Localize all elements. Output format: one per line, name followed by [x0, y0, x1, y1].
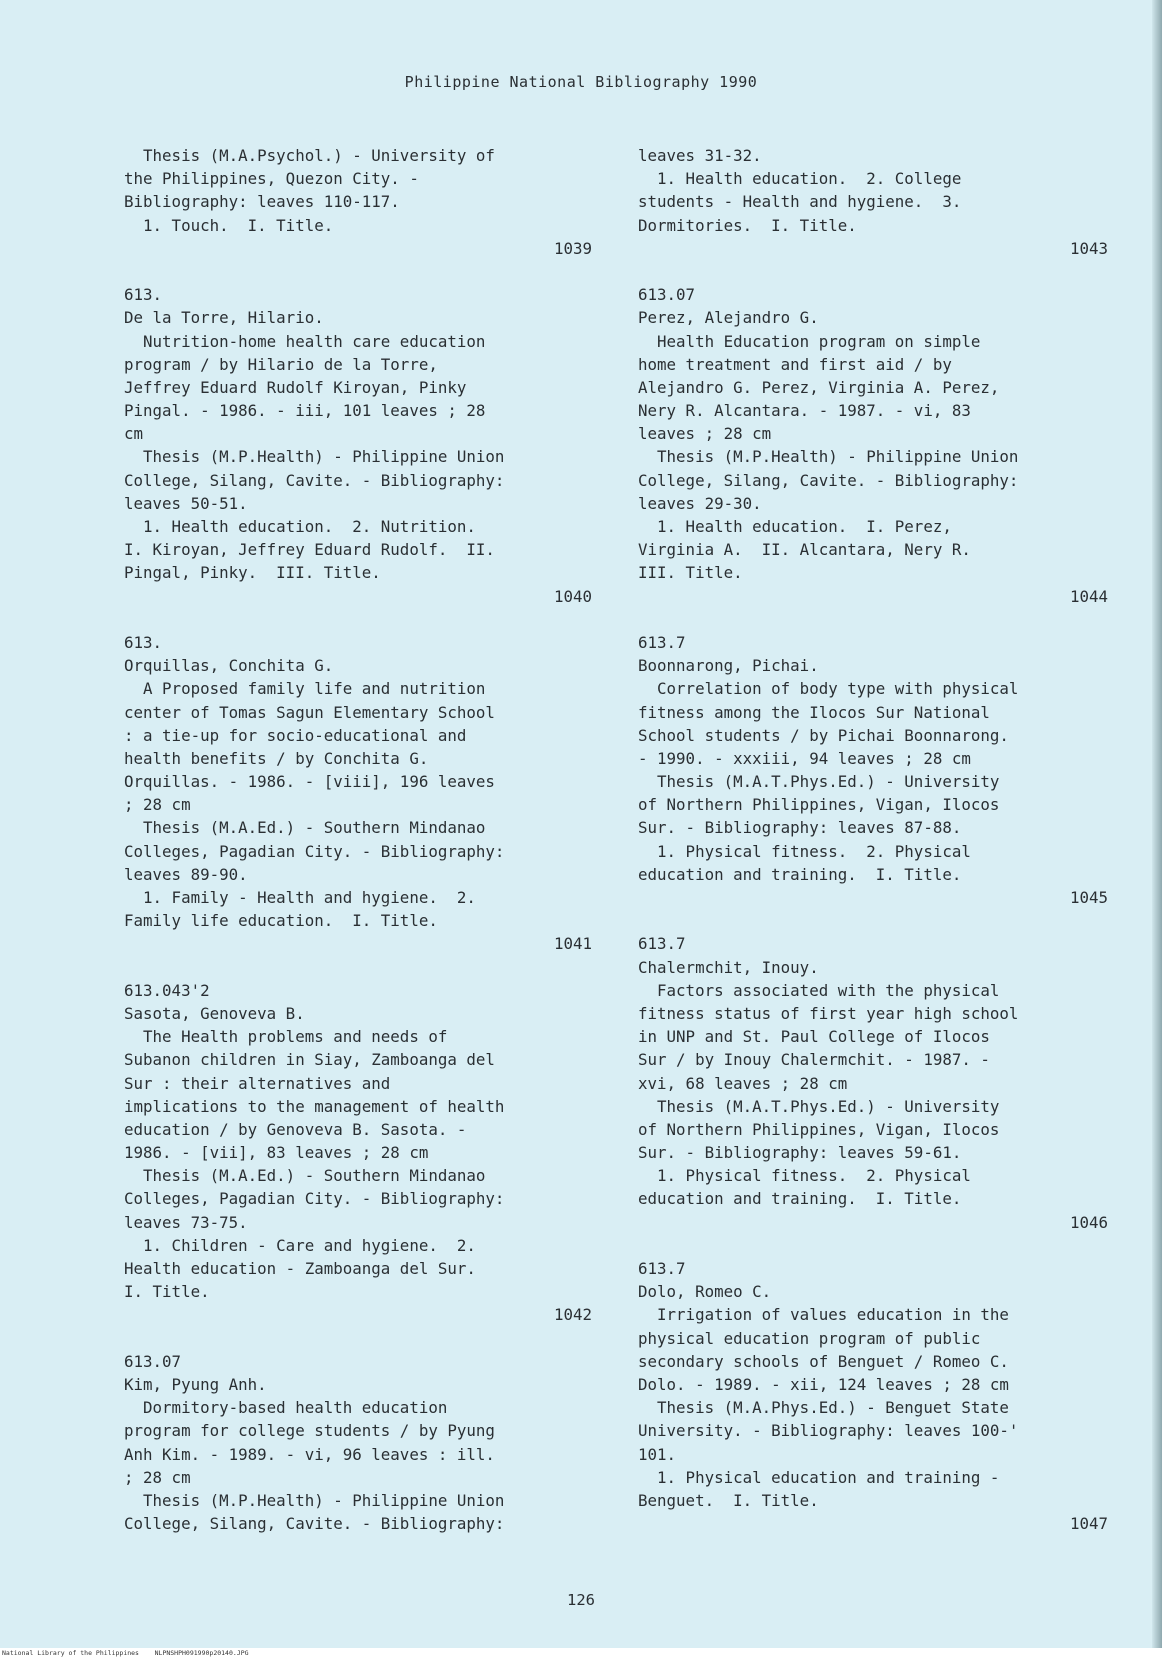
entry-line: I. Title. — [124, 1282, 210, 1302]
entry-line: College, Silang, Cavite. - Bibliography: — [124, 1514, 505, 1534]
entry-line: College, Silang, Cavite. - Bibliography: — [124, 470, 505, 490]
entry-line: De la Torre, Hilario. — [124, 308, 324, 328]
entry-line: 613.7 — [638, 632, 686, 652]
entry-line: 101. — [638, 1444, 677, 1464]
entry-spacer — [638, 260, 1108, 283]
entry-line: fitness status of first year high school — [638, 1003, 1019, 1023]
entry-line: 613.7 — [638, 934, 686, 954]
entry-line: 613.07 — [124, 1351, 182, 1371]
entry-line: home treatment and first aid / by — [638, 354, 952, 374]
entry-line: Thesis (M.A.Phys.Ed.) - Benguet State — [638, 1398, 1009, 1418]
entry-line: 1986. - [vii], 83 leaves ; 28 cm — [124, 1143, 429, 1163]
entry-line: Sur. - Bibliography: leaves 59-61. — [638, 1143, 962, 1163]
entry-number: 1045 — [1069, 888, 1108, 907]
right-column — [638, 144, 1108, 1558]
entry-line: Bibliography: leaves 110-117. — [124, 192, 400, 212]
entry-line: 613. — [124, 632, 163, 652]
entry-line: xvi, 68 leaves ; 28 cm — [638, 1073, 848, 1093]
entry-spacer — [638, 1535, 1108, 1558]
entry-line: 1. Health education. 2. Nutrition. — [124, 517, 476, 536]
entry-line: Colleges, Pagadian City. - Bibliography: — [124, 1189, 505, 1209]
bibliography-entry — [638, 932, 1108, 1257]
entry-line: Orquillas. - 1986. - [viii], 196 leaves — [124, 772, 495, 792]
entry-line: III. Title. — [638, 563, 743, 583]
entry-line: The Health problems and needs of — [124, 1027, 448, 1047]
entry-line: leaves 31-32. — [638, 146, 762, 165]
entry-line: 1. Touch. I. Title. — [124, 215, 334, 235]
page-number: 126 — [567, 1591, 595, 1609]
entry-line: of Northern Philippines, Vigan, Ilocos — [638, 795, 1000, 815]
entry-line: education and training. I. Title. — [638, 864, 962, 884]
entry-number: 1044 — [1069, 586, 1108, 606]
entry-line: program / by Hilario de la Torre, — [124, 354, 438, 374]
entry-line: Health education - Zamboanga del Sur. — [124, 1259, 476, 1278]
entry-line: Virginia A. II. Alcantara, Nery R. — [638, 540, 971, 560]
entry-line: Perez, Alejandro G. — [638, 308, 819, 328]
page-edge-shadow — [1152, 0, 1162, 1658]
entry-line: 613. — [124, 285, 163, 305]
bibliography-entry — [638, 283, 1108, 631]
entry-line: program for college students / by Pyung — [124, 1421, 495, 1441]
entry-line: Pingal. - 1986. - iii, 101 leaves ; 28 — [124, 401, 486, 421]
entry-line: I. Kiroyan, Jeffrey Eduard Rudolf. II. — [124, 540, 495, 560]
entry-line: leaves 29-30. — [638, 493, 762, 513]
entry-line: University. - Bibliography: leaves 100-' — [638, 1421, 1019, 1441]
bibliography-entry — [638, 144, 1108, 283]
entry-number: 1047 — [1069, 1514, 1108, 1534]
entry-line: Subanon children in Siay, Zamboanga del — [124, 1050, 495, 1070]
entry-line: Dolo, Romeo C. — [638, 1282, 772, 1302]
entry-line: Sur : their alternatives and — [124, 1073, 391, 1093]
entry-line: 1. Family - Health and hygiene. 2. — [124, 888, 476, 907]
entry-spacer — [124, 956, 592, 979]
entry-line: Thesis (M.A.T.Phys.Ed.) - University — [638, 1096, 1000, 1116]
bibliography-entry — [124, 1350, 592, 1536]
entry-line: secondary schools of Benguet / Romeo C. — [638, 1351, 1009, 1371]
bibliography-entry — [124, 979, 592, 1350]
entry-line: 1. Health education. I. Perez, — [638, 517, 952, 536]
entry-line: cm — [124, 424, 144, 444]
bibliography-entry — [638, 1257, 1108, 1558]
entry-line: of Northern Philippines, Vigan, Ilocos — [638, 1119, 1000, 1139]
entry-number: 1046 — [1069, 1212, 1108, 1232]
entry-line: College, Silang, Cavite. - Bibliography: — [638, 470, 1019, 490]
entry-line: Factors associated with the physical — [638, 980, 1000, 1000]
entry-line: Benguet. I. Title. — [638, 1490, 819, 1510]
entry-line: 1. Physical fitness. 2. Physical — [638, 841, 971, 861]
entry-line: School students / by Pichai Boonnarong. — [638, 725, 1009, 745]
entry-line: education and training. I. Title. — [638, 1189, 962, 1209]
entry-line: Sur / by Inouy Chalermchit. - 1987. - — [638, 1050, 990, 1070]
entry-line: Family life education. I. Title. — [124, 911, 438, 931]
entry-number: 1040 — [553, 586, 592, 606]
entry-number: 1043 — [1069, 238, 1108, 258]
entry-line: Thesis (M.A.T.Phys.Ed.) - University — [638, 772, 1000, 792]
entry-line: Chalermchit, Inouy. — [638, 957, 819, 977]
entry-spacer — [124, 260, 592, 283]
entry-number: 1041 — [553, 934, 592, 954]
entry-line: center of Tomas Sagun Elementary School — [124, 702, 495, 722]
entry-line: 1. Children - Care and hygiene. 2. — [124, 1235, 476, 1255]
entry-line: - 1990. - xxxiii, 94 leaves ; 28 cm — [638, 748, 971, 768]
entry-spacer — [638, 909, 1108, 932]
entry-line: Dolo. - 1989. - xii, 124 leaves ; 28 cm — [638, 1374, 1009, 1394]
entry-line: Thesis (M.A.Ed.) - Southern Mindanao — [124, 1166, 486, 1186]
entry-line: the Philippines, Quezon City. - — [124, 169, 419, 189]
entry-line: Irrigation of values education in the — [638, 1305, 1009, 1325]
entry-line: Orquillas, Conchita G. — [124, 656, 334, 676]
entry-spacer — [124, 608, 592, 631]
entry-line: Thesis (M.A.Psychol.) - University of — [124, 146, 495, 165]
entry-line: Thesis (M.P.Health) - Philippine Union — [638, 447, 1019, 467]
entry-line: 613.7 — [638, 1259, 686, 1278]
entry-line: ; 28 cm — [124, 1467, 191, 1487]
entry-line: Alejandro G. Perez, Virginia A. Perez, — [638, 377, 1000, 397]
entry-line: implications to the management of health — [124, 1096, 505, 1116]
entry-line: education / by Genoveva B. Sasota. - — [124, 1119, 467, 1139]
entry-line: Nutrition-home health care education — [124, 331, 486, 351]
entry-line: Dormitory-based health education — [124, 1398, 448, 1418]
entry-line: in UNP and St. Paul College of Ilocos — [638, 1027, 990, 1047]
entry-line: Health Education program on simple — [638, 331, 981, 351]
entry-line: students - Health and hygiene. 3. — [638, 192, 962, 212]
bibliography-entry — [638, 631, 1108, 932]
entry-line: Thesis (M.A.Ed.) - Southern Mindanao — [124, 818, 486, 838]
bibliography-entry — [124, 283, 592, 631]
entry-line: Anh Kim. - 1989. - vi, 96 leaves : ill. — [124, 1444, 495, 1464]
entry-line: 1. Health education. 2. College — [638, 169, 962, 189]
entry-number: 1042 — [553, 1305, 592, 1325]
bibliography-entry — [124, 144, 592, 283]
entry-line: Boonnarong, Pichai. — [638, 656, 819, 676]
bibliography-entry — [124, 631, 592, 979]
entry-line: ; 28 cm — [124, 795, 191, 815]
entry-line: leaves 50-51. — [124, 493, 248, 513]
entry-line: Thesis (M.P.Health) - Philippine Union — [124, 1490, 505, 1510]
entry-line: Sasota, Genoveva B. — [124, 1003, 305, 1023]
entry-line: Jeffrey Eduard Rudolf Kiroyan, Pinky — [124, 377, 467, 397]
entry-line: physical education program of public — [638, 1328, 981, 1348]
entry-line: Thesis (M.P.Health) - Philippine Union — [124, 447, 505, 467]
entry-line: health benefits / by Conchita G. — [124, 748, 429, 768]
entry-line: Correlation of body type with physical — [638, 679, 1019, 699]
entry-spacer — [638, 608, 1108, 631]
entry-line: 1. Physical fitness. 2. Physical — [638, 1166, 971, 1186]
entry-line: Colleges, Pagadian City. - Bibliography: — [124, 841, 505, 861]
entry-line: Dormitories. I. Title. — [638, 215, 857, 235]
entry-line: 613.07 — [638, 285, 696, 305]
entry-line: leaves 89-90. — [124, 864, 248, 884]
entry-line: Nery R. Alcantara. - 1987. - vi, 83 — [638, 401, 971, 421]
entry-line: A Proposed family life and nutrition — [124, 679, 486, 699]
entry-line: Kim, Pyung Anh. — [124, 1374, 267, 1394]
entry-line: Sur. - Bibliography: leaves 87-88. — [638, 818, 962, 838]
entry-line: leaves 73-75. — [124, 1212, 248, 1232]
entry-spacer — [638, 1234, 1108, 1257]
page-header: Philippine National Bibliography 1990 — [404, 73, 758, 91]
entry-line: Pingal, Pinky. III. Title. — [124, 563, 381, 583]
entry-line: 613.043'2 — [124, 980, 210, 1000]
left-column — [124, 144, 592, 1535]
entry-line: fitness among the Ilocos Sur National — [638, 702, 990, 722]
entry-number: 1039 — [553, 238, 592, 258]
entry-spacer — [124, 1327, 592, 1350]
entry-line: leaves ; 28 cm — [638, 424, 772, 444]
entry-line: 1. Physical education and training - — [638, 1467, 1000, 1487]
scan-label: National Library of the Philippines NLPNSHPH091990p20140.JPG — [2, 1649, 249, 1657]
entry-line: : a tie-up for socio-educational and — [124, 725, 467, 745]
